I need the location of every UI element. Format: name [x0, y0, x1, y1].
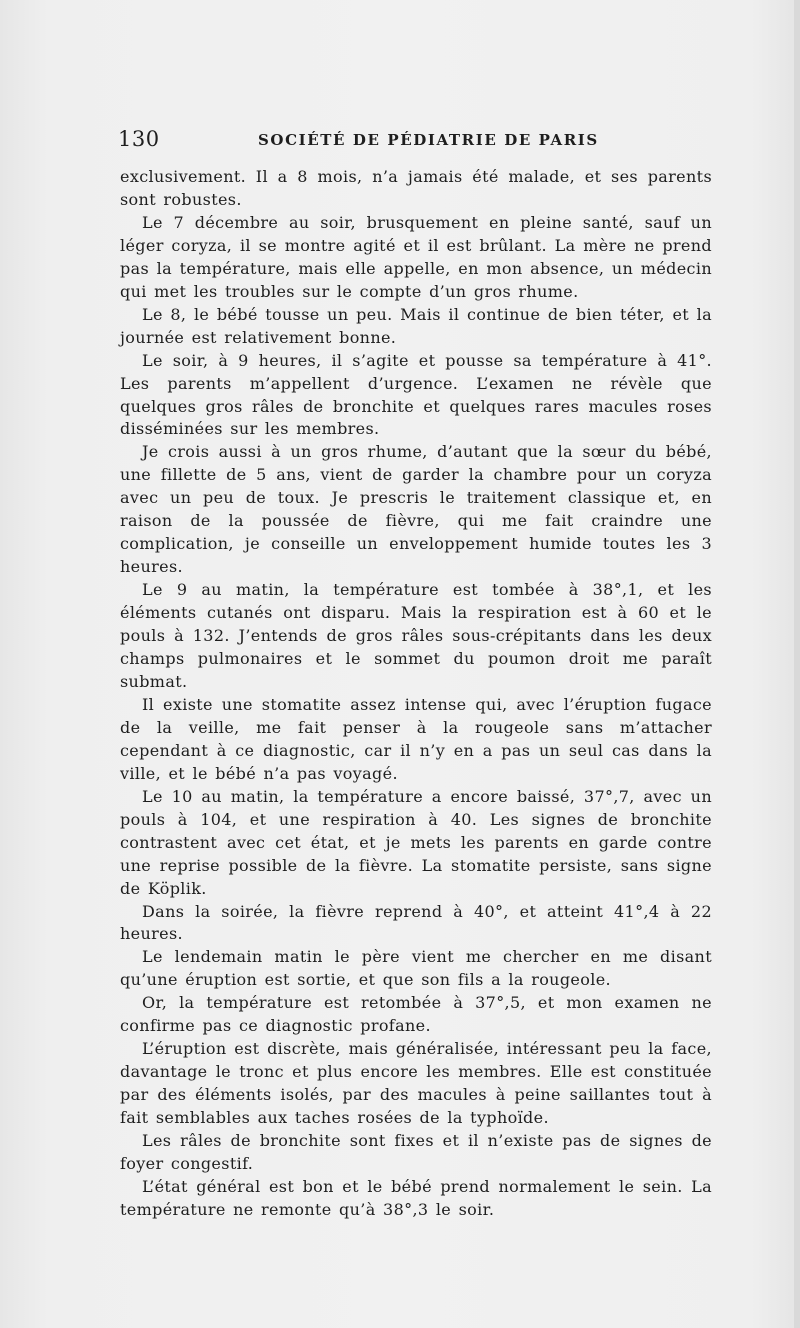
paragraph: Le lendemain matin le père vient me chercher en me disant qu’une éruption est sortie, et que son fils a la rougeole. [120, 947, 712, 990]
paragraph: Il existe une stomatite assez intense qui, avec l’éruption fugace de la veille, me fait penser à la rougeole sans m’attacher cependant à ce diagnostic, car il n’y en a pas un seul cas dans la ville, et le bébé n’a pas voyagé. [120, 694, 712, 783]
page-number: 130 [118, 127, 160, 151]
paragraph: Le soir, à 9 heures, il s’agite et pousse sa température à 41°. Les parents m’appellent d’urgence. L’examen ne révèle que quelques gros râles de bronchite et quelques rares macules roses disséminées sur les membres. [120, 350, 712, 439]
paragraph: Le 7 décembre au soir, brusquement en pleine santé, sauf un léger coryza, il se montre agité et il est brûlant. La mère ne prend pas la température, mais elle appelle, en mon absence, un médecin qui met les troubles sur le compte d’un gros rhume. [120, 212, 712, 301]
paragraph: L’état général est bon et le bébé prend normalement le sein. La température ne remonte qu’à 38°,3 le soir. [120, 1176, 712, 1219]
paragraph: Or, la température est retombée à 37°,5, et mon examen ne confirme pas ce diagnostic profane. [120, 993, 712, 1036]
paragraph: exclusivement. Il a 8 mois, n’a jamais été malade, et ses parents sont robustes. [120, 167, 712, 209]
paragraph: Je crois aussi à un gros rhume, d’autant que la sœur du bébé, une fillette de 5 ans, vient de garder la chambre pour un coryza avec un peu de toux. Je prescris le traitement classique et, en raison de la poussée de fièvre, qui me fait craindre une complication, je conseille un enveloppement humide toutes les 3 heures. [120, 442, 712, 577]
paragraph: Dans la soirée, la fièvre reprend à 40°, et atteint 41°,4 à 22 heures. [120, 901, 712, 944]
running-title: SOCIÉTÉ DE PÉDIATRIE DE PARIS [258, 131, 599, 149]
page-edge-shadow [794, 0, 800, 1328]
paragraph: Le 8, le bébé tousse un peu. Mais il continue de bien téter, et la journée est relativement bonne. [120, 304, 712, 347]
paragraph: Le 10 au matin, la température a encore baissé, 37°,7, avec un pouls à 104, et une respiration à 40. Les signes de bronchite contrastent avec cet état, et je mets les parents en garde contre une reprise possible de la fièvre. La stomatite persiste, sans signe de Köplik. [120, 786, 712, 898]
paragraph: Les râles de bronchite sont fixes et il n’existe pas de signes de foyer congestif. [120, 1131, 712, 1173]
paragraph: Le 9 au matin, la température est tombée à 38°,1, et les éléments cutanés ont disparu. Mais la respiration est à 60 et le pouls à 132. J’entends de gros râles sous-crépitants dans les deux champs pulmonaires et le sommet du poumon droit me paraît submat. [120, 580, 712, 691]
body-text [120, 166, 712, 1222]
paragraph: L’éruption est discrète, mais généralisée, intéressant peu la face, davantage le tronc et plus encore les membres. Elle est constituée par des éléments isolés, par des macules à peine saillantes tout à fait semblables aux taches rosées de la typhoïde. [120, 1039, 712, 1128]
page-header [118, 126, 712, 156]
